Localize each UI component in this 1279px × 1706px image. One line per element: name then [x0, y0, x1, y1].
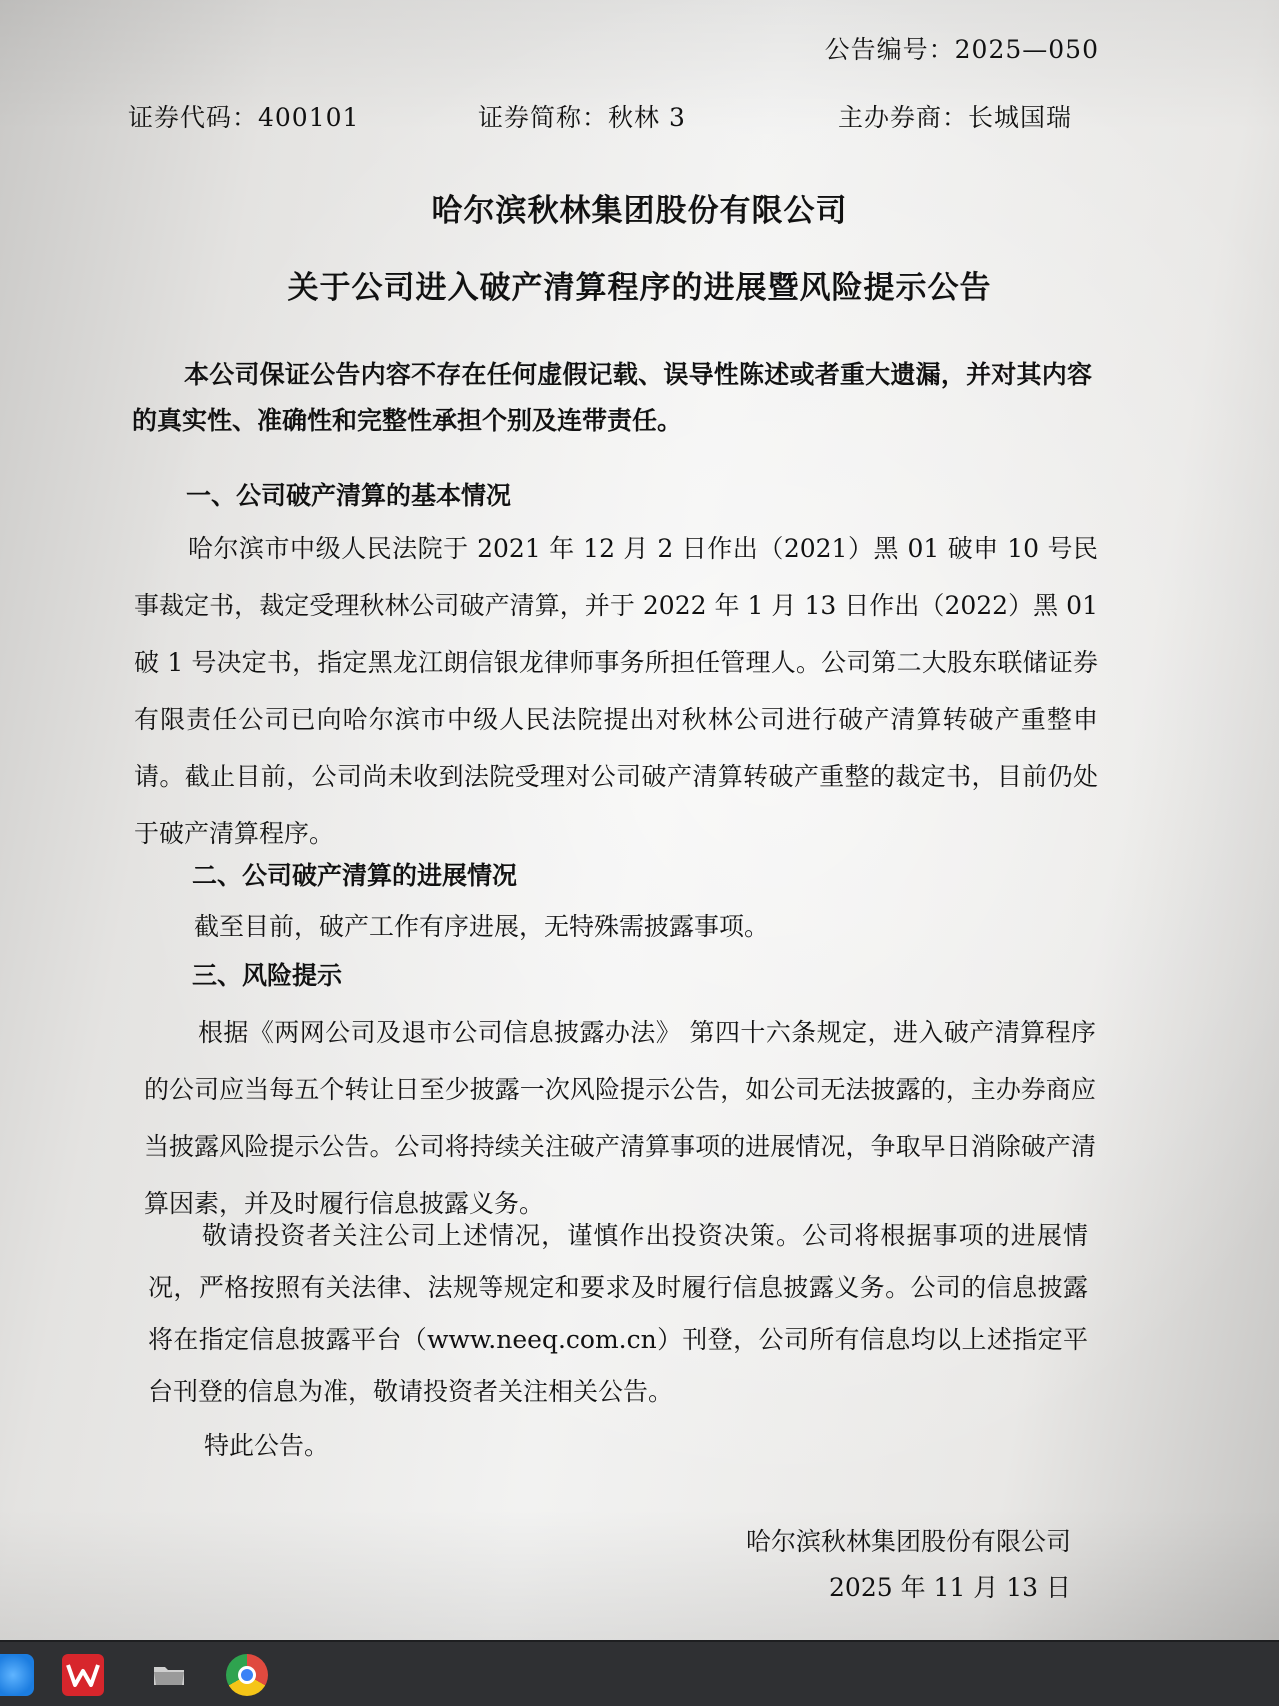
signature-company: 哈尔滨秋林集团股份有限公司 [745, 1527, 1071, 1556]
section-heading-risk: 三、风险提示 [192, 961, 343, 990]
section-body-basic-info: 哈尔滨市中级人民法院于 2021 年 12 月 2 日作出（2021）黑 01 破申 10 号民事裁定书，裁定受理秋林公司破产清算，并于 2022 年 1 月 13 日作出（2022）黑 01 破 1 号决定书，指定黑龙江朗信银龙律师事务所担任管理人。公司第二大股东联储证券有限责任公司已向哈尔滨市中级人民法院提出对秋林公司进行破产清算转破产重整申请。截止目前，公司尚未收到法院受理对公司破产清算转破产重整的裁定书，目前仍处于破产清算程序。 [134, 534, 1098, 848]
signature-date: 2025 年 11 月 13 日 [829, 1573, 1071, 1602]
section-body-progress: 截至目前，破产工作有序进展，无特殊需披露事项。 [194, 912, 770, 941]
lead-broker: 主办券商：长城国瑞 [838, 103, 1073, 132]
guarantee-statement: 本公司保证公告内容不存在任何虚假记载、误导性陈述或者重大遗漏，并对其内容的真实性、准确性和完整性承担个别及连带责任。 [132, 360, 1092, 435]
closing-paragraph: 敬请投资者关注公司上述情况，谨慎作出投资决策。公司将根据事项的进展情况，严格按照有关法律、法规等规定和要求及时履行信息披露义务。公司的信息披露将在指定信息披露平台（www.neeq.com.cn）刊登，公司所有信息均以上述指定平台刊登的信息为准，敬请投资者关注相关公告。 [148, 1221, 1088, 1406]
wps-office-icon[interactable] [62, 1654, 104, 1696]
company-title: 哈尔滨秋林集团股份有限公司 [431, 193, 848, 229]
taskbar [0, 1640, 1279, 1706]
section-heading-progress: 二、公司破产清算的进展情况 [192, 861, 518, 890]
announcement-title: 关于公司进入破产清算程序的进展暨风险提示公告 [287, 270, 992, 306]
browser-icon[interactable] [0, 1654, 34, 1696]
section-body-risk: 根据《两网公司及退市公司信息披露办法》 第四十六条规定，进入破产清算程序的公司应当每五个转让日至少披露一次风险提示公告，如公司无法披露的，主办券商应当披露风险提示公告。公司将持续关注破产清算事项的进展情况，争取早日消除破产清算因素，并及时履行信息披露义务。 [144, 1018, 1096, 1218]
security-info-row [0, 98, 1279, 134]
security-code: 证券代码：400101 [128, 103, 360, 132]
folder-icon[interactable] [148, 1654, 190, 1696]
section-heading-basic-info: 一、公司破产清算的基本情况 [186, 481, 512, 510]
doc-number: 公告编号：2025—050 [824, 35, 1099, 64]
folder-glyph-icon [148, 1654, 190, 1696]
security-short-name: 证券简称：秋林 3 [478, 103, 686, 132]
chrome-icon[interactable] [226, 1654, 268, 1696]
sign-off: 特此公告。 [204, 1431, 330, 1460]
wps-w-glyph-icon [66, 1663, 100, 1687]
